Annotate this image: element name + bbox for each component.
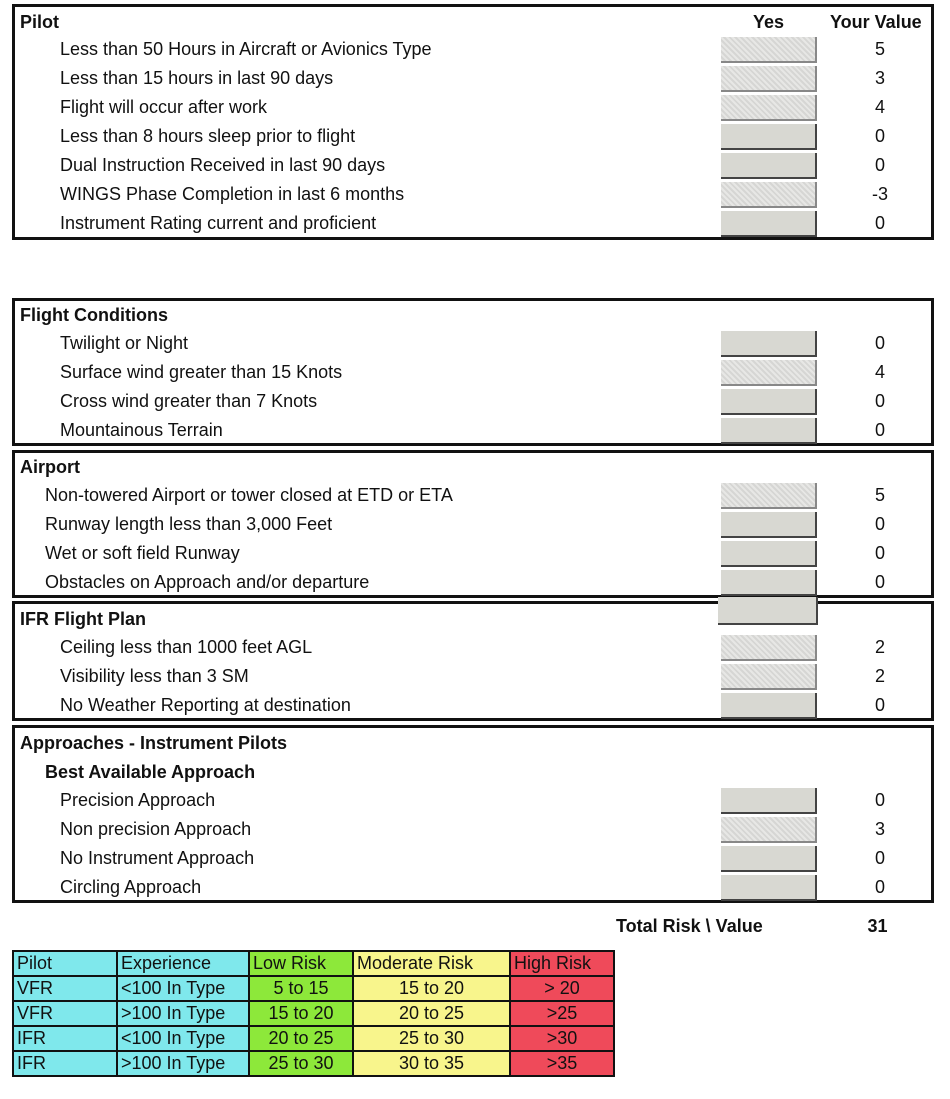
checklist-row	[15, 511, 931, 540]
legend-pilot-cell: IFR	[13, 1026, 117, 1051]
row-label: Less than 8 hours sleep prior to flight	[60, 126, 356, 146]
legend-header-pilot: Pilot	[13, 951, 117, 976]
row-label: Obstacles on Approach and/or departure	[45, 572, 370, 592]
yes-checkbox[interactable]	[721, 418, 817, 444]
yes-header: Yes	[753, 12, 785, 32]
checklist-row	[15, 692, 931, 721]
yes-checkbox[interactable]	[721, 182, 817, 208]
your-value: 0	[874, 695, 885, 715]
checklist-row	[15, 845, 931, 874]
checklist-row	[15, 388, 931, 417]
legend-moderate-risk-cell: 15 to 20	[353, 976, 510, 1001]
legend-low-risk-cell: 5 to 15	[249, 976, 353, 1001]
row-label: Non-towered Airport or tower closed at ETD or ETA	[45, 485, 453, 505]
checklist-row	[15, 482, 931, 511]
ifr-flight-plan-checkbox[interactable]	[718, 597, 818, 625]
legend-row	[13, 1026, 614, 1051]
yes-checkbox[interactable]	[721, 541, 817, 567]
checklist-row	[15, 634, 931, 663]
row-label: Circling Approach	[60, 877, 202, 897]
your-value: 0	[874, 126, 885, 146]
legend-header-moderate-risk: Moderate Risk	[353, 951, 510, 976]
legend-header-high-risk: High Risk	[510, 951, 614, 976]
row-label: Dual Instruction Received in last 90 days	[60, 155, 386, 175]
flight-conditions-section	[12, 298, 934, 446]
yes-checkbox[interactable]	[721, 389, 817, 415]
yes-checkbox[interactable]	[721, 153, 817, 179]
legend-header-low-risk: Low Risk	[249, 951, 353, 976]
airport-title: Airport	[20, 457, 80, 477]
checklist-row	[15, 816, 931, 845]
row-label: Flight will occur after work	[60, 97, 268, 117]
yes-checkbox[interactable]	[721, 331, 817, 357]
pilot-title: Pilot	[20, 12, 59, 32]
legend-header-experience: Experience	[117, 951, 249, 976]
legend-high-risk-cell: >25	[510, 1001, 614, 1026]
row-label: Wet or soft field Runway	[45, 543, 240, 563]
checklist-row	[15, 94, 931, 123]
legend-experience-cell: >100 In Type	[117, 1051, 249, 1076]
legend-moderate-risk-cell: 20 to 25	[353, 1001, 510, 1026]
checklist-row	[15, 152, 931, 181]
your-value: 2	[874, 637, 885, 657]
row-label: Surface wind greater than 15 Knots	[60, 362, 343, 382]
row-label: Less than 50 Hours in Aircraft or Avionics Type	[60, 39, 432, 59]
row-label: Visibility less than 3 SM	[60, 666, 249, 686]
pilot-section	[12, 4, 934, 240]
row-label: WINGS Phase Completion in last 6 months	[60, 184, 405, 204]
your-value: 0	[874, 391, 885, 411]
yes-checkbox[interactable]	[721, 95, 817, 121]
your-value: 5	[874, 485, 885, 505]
row-label: Runway length less than 3,000 Feet	[45, 514, 333, 534]
yes-checkbox[interactable]	[721, 788, 817, 814]
best-approach-subtitle: Best Available Approach	[45, 762, 256, 782]
your-value: 4	[874, 97, 885, 117]
your-value-header: Your Value	[830, 12, 922, 32]
your-value: 0	[874, 420, 885, 440]
your-value: 0	[874, 333, 885, 353]
yes-checkbox[interactable]	[721, 512, 817, 538]
row-label: Non precision Approach	[60, 819, 252, 839]
total-risk-value: 31	[867, 916, 888, 936]
airport-section	[12, 450, 934, 598]
legend-row	[13, 1051, 614, 1076]
legend-experience-cell: <100 In Type	[117, 976, 249, 1001]
checklist-row	[15, 540, 931, 569]
your-value: 0	[874, 572, 885, 592]
checklist-row	[15, 210, 931, 239]
yes-checkbox[interactable]	[721, 124, 817, 150]
checklist-row	[15, 874, 931, 903]
legend-pilot-cell: IFR	[13, 1051, 117, 1076]
ifr-flight-plan-title: IFR Flight Plan	[20, 609, 146, 629]
row-label: Ceiling less than 1000 feet AGL	[60, 637, 313, 657]
yes-checkbox[interactable]	[721, 846, 817, 872]
your-value: 0	[874, 543, 885, 563]
legend-low-risk-cell: 20 to 25	[249, 1026, 353, 1051]
legend-low-risk-cell: 15 to 20	[249, 1001, 353, 1026]
checklist-row	[15, 36, 931, 65]
checklist-row	[15, 569, 931, 598]
row-label: Twilight or Night	[60, 333, 189, 353]
yes-checkbox[interactable]	[721, 693, 817, 719]
row-label: Mountainous Terrain	[60, 420, 223, 440]
yes-checkbox[interactable]	[721, 664, 817, 690]
your-value: 5	[874, 39, 885, 59]
row-label: No Instrument Approach	[60, 848, 255, 868]
approaches-title: Approaches - Instrument Pilots	[20, 733, 288, 753]
yes-checkbox[interactable]	[721, 570, 817, 596]
legend-moderate-risk-cell: 30 to 35	[353, 1051, 510, 1076]
checklist-row	[15, 417, 931, 446]
row-label: Instrument Rating current and proficient	[60, 213, 377, 233]
checklist-row	[15, 181, 931, 210]
yes-checkbox[interactable]	[721, 483, 817, 509]
your-value: 0	[874, 848, 885, 868]
legend-high-risk-cell: >35	[510, 1051, 614, 1076]
row-label: Cross wind greater than 7 Knots	[60, 391, 318, 411]
your-value: 3	[874, 68, 885, 88]
your-value: 3	[874, 819, 885, 839]
legend-row	[13, 976, 614, 1001]
your-value: 0	[874, 877, 885, 897]
checklist-row	[15, 65, 931, 94]
your-value: 0	[874, 790, 885, 810]
total-risk-label: Total Risk \ Value	[616, 916, 763, 936]
row-label: Precision Approach	[60, 790, 216, 810]
legend-pilot-cell: VFR	[13, 1001, 117, 1026]
your-value: 0	[874, 155, 885, 175]
yes-checkbox[interactable]	[721, 211, 817, 237]
yes-checkbox[interactable]	[721, 360, 817, 386]
yes-checkbox[interactable]	[721, 66, 817, 92]
checklist-row	[15, 359, 931, 388]
legend-header-row	[13, 951, 614, 976]
yes-checkbox[interactable]	[721, 875, 817, 901]
checklist-row	[15, 123, 931, 152]
your-value: 0	[874, 213, 885, 233]
flight-conditions-title: Flight Conditions	[20, 305, 168, 325]
row-label: No Weather Reporting at destination	[60, 695, 351, 715]
legend-experience-cell: <100 In Type	[117, 1026, 249, 1051]
row-label: Less than 15 hours in last 90 days	[60, 68, 334, 88]
yes-checkbox[interactable]	[721, 635, 817, 661]
yes-checkbox[interactable]	[721, 37, 817, 63]
your-value: 0	[874, 514, 885, 534]
your-value: 4	[874, 362, 885, 382]
legend-high-risk-cell: >30	[510, 1026, 614, 1051]
legend-low-risk-cell: 25 to 30	[249, 1051, 353, 1076]
approaches-section	[12, 725, 934, 903]
risk-legend-table	[12, 950, 615, 1077]
legend-pilot-cell: VFR	[13, 976, 117, 1001]
checklist-row	[15, 330, 931, 359]
legend-moderate-risk-cell: 25 to 30	[353, 1026, 510, 1051]
yes-checkbox[interactable]	[721, 817, 817, 843]
legend-high-risk-cell: > 20	[510, 976, 614, 1001]
legend-row	[13, 1001, 614, 1026]
legend-experience-cell: >100 In Type	[117, 1001, 249, 1026]
checklist-row	[15, 663, 931, 692]
your-value: 2	[874, 666, 885, 686]
your-value: -3	[871, 184, 888, 204]
checklist-row	[15, 787, 931, 816]
